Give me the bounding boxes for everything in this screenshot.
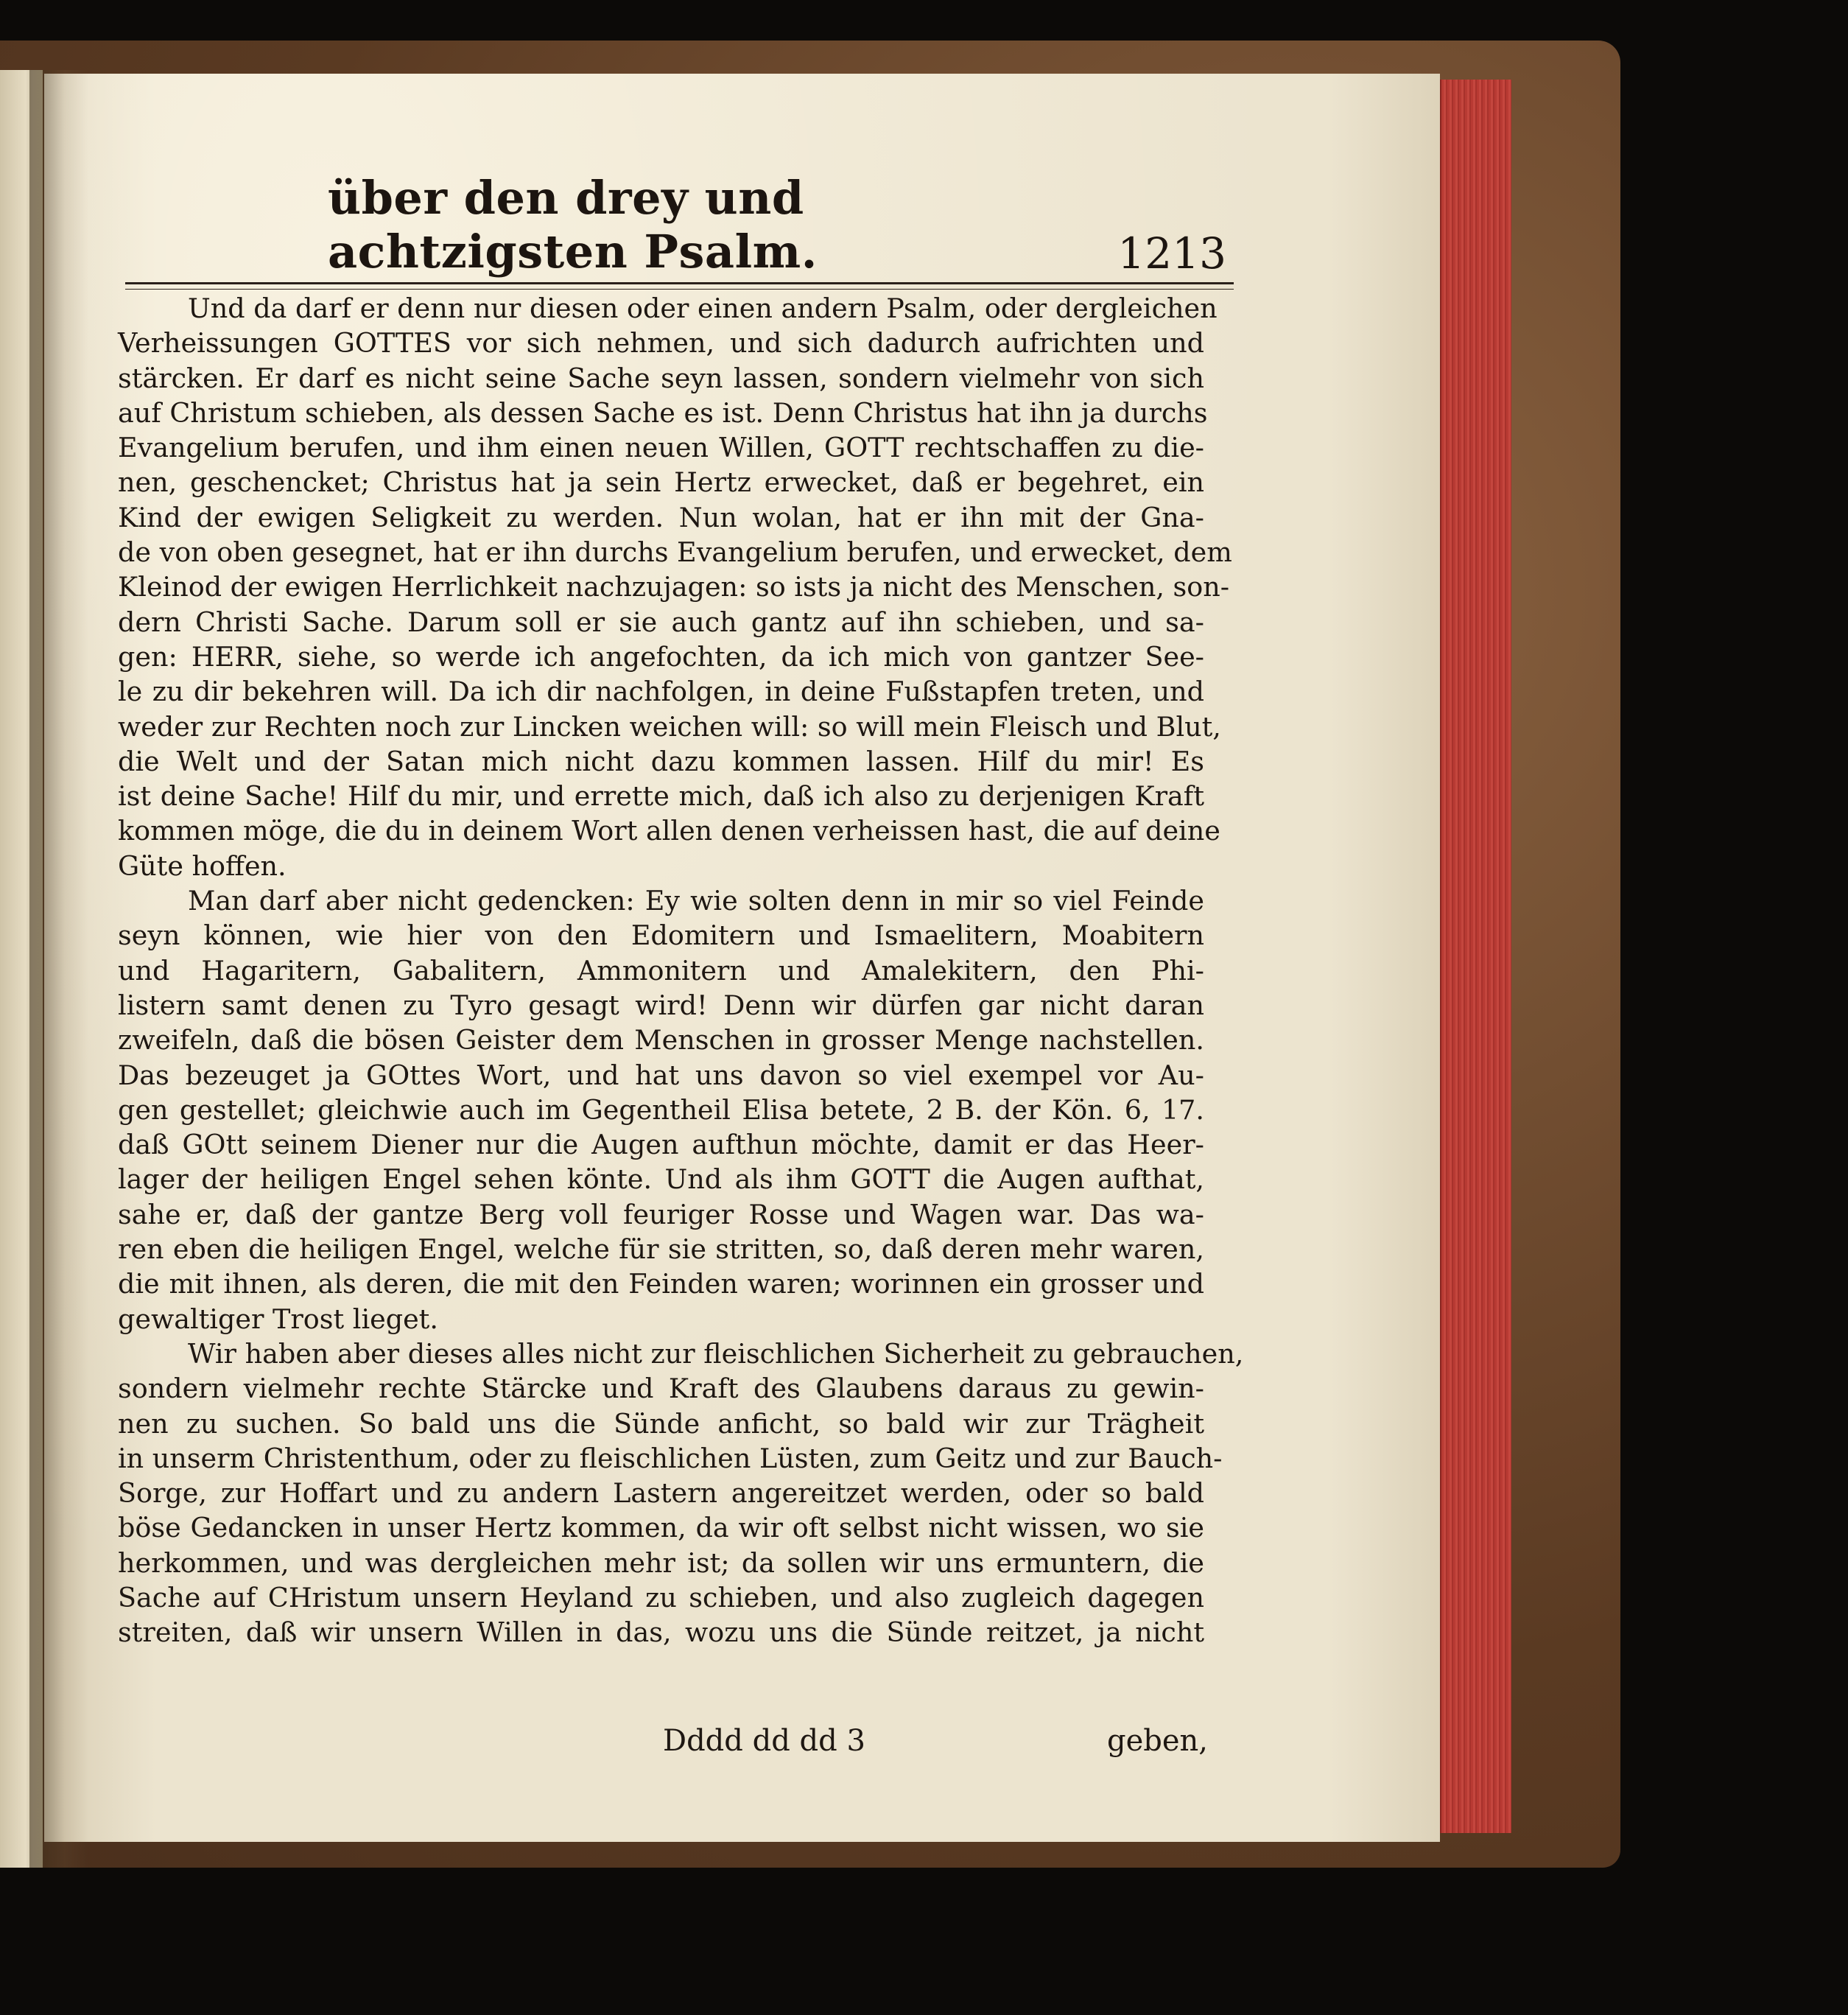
text-line: lager der heiligen Engel sehen könte. Und als ihm GOTT die Augen aufthat,	[118, 1163, 1204, 1196]
running-title: über den drey und achtzigsten Psalm.	[328, 171, 818, 278]
text-line: Und da darf er denn nur diesen oder einen andern Psalm, oder dergleichen	[188, 292, 1218, 324]
text-line: Man darf aber nicht gedencken: Ey wie solten denn in mir so viel Feinde	[188, 885, 1204, 917]
text-line: und Hagaritern, Gabalitern, Ammonitern und Amalekitern, den Phi-	[118, 954, 1204, 987]
text-line: Das bezeuget ja GOttes Wort, und hat uns davon so viel exempel vor Au-	[118, 1059, 1204, 1091]
text-line: kommen möge, die du in deinem Wort allen denen verheissen hast, die auf deine	[118, 815, 1220, 847]
text-line: auf Christum schieben, als dessen Sache es ist. Denn Christus hat ihn ja durchs	[118, 396, 1208, 429]
text-line: Evangelium berufen, und ihm einen neuen Willen, GOTT rechtschaffen zu die-	[118, 432, 1204, 464]
text-line: Güte hoffen.	[118, 849, 287, 882]
paragraph	[118, 291, 1232, 883]
text-line: gen: HERR, siehe, so werde ich angefochten, da ich mich von gantzer See-	[118, 640, 1204, 673]
text-line: sahe er, daß der gantze Berg voll feuriger Rosse und Wagen war. Das wa-	[118, 1198, 1204, 1230]
paragraph	[118, 1336, 1244, 1650]
text-line: nen, geschencket; Christus hat ja sein Hertz erwecket, daß er begehret, ein	[118, 466, 1204, 499]
text-line: stärcken. Er darf es nicht seine Sache seyn lassen, sondern vielmehr von sich	[118, 362, 1204, 394]
text-line: Kind der ewigen Seligkeit zu werden. Nun wolan, hat er ihn mit der Gna-	[118, 501, 1204, 533]
header-rule	[125, 282, 1234, 290]
text-line: Kleinod der ewigen Herrlichkeit nachzujagen: so ists ja nicht des Menschen, son-	[118, 571, 1230, 603]
text-line: zweifeln, daß die bösen Geister dem Menschen in grosser Menge nachstellen.	[118, 1024, 1204, 1056]
text-line: böse Gedancken in unser Hertz kommen, da wir oft selbst nicht wissen, wo sie	[118, 1512, 1204, 1544]
text-line: listern samt denen zu Tyro gesagt wird! Denn wir dürfen gar nicht daran	[118, 989, 1204, 1021]
text-line: in unserm Christenthum, oder zu fleischlichen Lüsten, zum Geitz und zur Bauch-	[118, 1442, 1223, 1474]
paragraph	[118, 883, 1204, 1336]
text-line: Sache auf CHristum unsern Heyland zu schieben, und also zugleich dagegen	[118, 1581, 1204, 1613]
page-header	[129, 171, 1226, 278]
text-line: le zu dir bekehren will. Da ich dir nachfolgen, in deine Fußstapfen treten, und	[118, 676, 1204, 708]
text-line: sondern vielmehr rechte Stärcke und Kraft des Glaubens daraus zu gewin-	[118, 1373, 1204, 1405]
text-line: die Welt und der Satan mich nicht dazu kommen lassen. Hilf du mir! Es	[118, 745, 1204, 777]
text-line: dern Christi Sache. Darum soll er sie auch gantz auf ihn schieben, und sa-	[118, 606, 1204, 638]
text-line: daß GOtt seinem Diener nur die Augen aufthun möchte, damit er das Heer-	[118, 1129, 1204, 1161]
text-line: seyn können, wie hier von den Edomitern und Ismaelitern, Moabitern	[118, 919, 1204, 952]
text-line: ren eben die heiligen Engel, welche für sie stritten, so, daß deren mehr waren,	[118, 1233, 1204, 1266]
text-line: gewaltiger Trost lieget.	[118, 1303, 438, 1335]
text-line: gen gestellet; gleichwie auch im Gegentheil Elisa betete, 2 B. der Kön. 6, 17.	[118, 1093, 1204, 1126]
text-line: de von oben gesegnet, hat er ihn durchs Evangelium berufen, und erwecket, dem	[118, 536, 1232, 569]
text-line: herkommen, und was dergleichen mehr ist; da sollen wir uns ermuntern, die	[118, 1546, 1204, 1579]
spine-shadow	[29, 70, 88, 1868]
page-edges-red	[1440, 80, 1511, 1833]
text-line: Verheissungen GOTTES vor sich nehmen, und sich dadurch aufrichten und	[118, 327, 1204, 360]
text-line: weder zur Rechten noch zur Lincken weichen will: so will mein Fleisch und Blut,	[118, 710, 1221, 743]
text-line: die mit ihnen, als deren, die mit den Feinden waren; worinnen ein grosser und	[118, 1268, 1204, 1300]
text-line: Sorge, zur Hoffart und zu andern Lastern angereitzet werden, oder so bald	[118, 1477, 1204, 1510]
text-line: ist deine Sache! Hilf du mir, und errette mich, daß ich also zu derjenigen Kraft	[118, 780, 1204, 813]
text-line: nen zu suchen. So bald uns die Sünde anficht, so bald wir zur Trägheit	[118, 1407, 1204, 1440]
page-footer	[118, 1724, 1208, 1768]
text-line: Wir haben aber dieses alles nicht zur fleischlichen Sicherheit zu gebrauchen,	[188, 1337, 1244, 1370]
page-number: 1213	[1117, 228, 1226, 278]
body-text	[118, 291, 1244, 1650]
signature-mark: Dddd dd dd 3	[663, 1724, 865, 1758]
catchword: geben,	[1106, 1724, 1208, 1758]
text-line: streiten, daß wir unsern Willen in das, wozu uns die Sünde reitzet, ja nicht	[118, 1616, 1204, 1649]
